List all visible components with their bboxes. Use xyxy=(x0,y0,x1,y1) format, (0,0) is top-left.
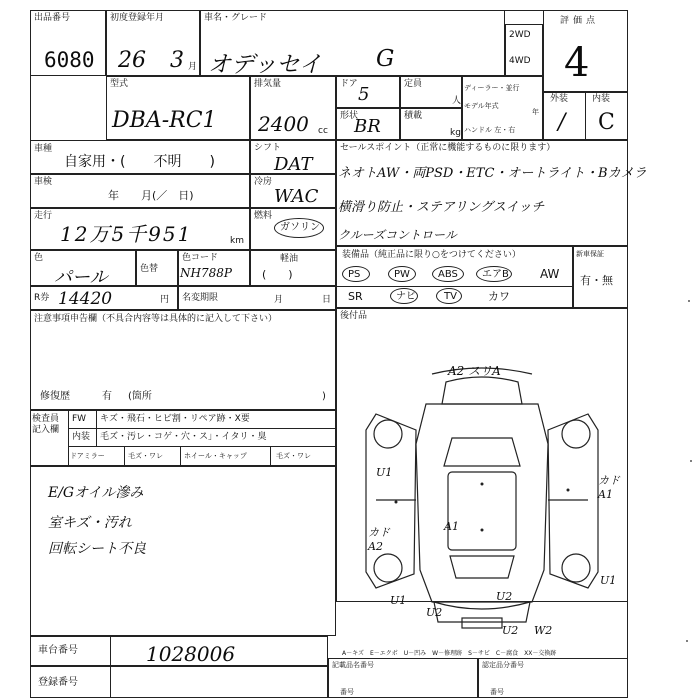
legend-row3b: ホイール・キャップ xyxy=(184,452,247,460)
scan-dot xyxy=(686,640,688,642)
repair-place: (箇所 xyxy=(128,391,152,402)
model-label: 型式 xyxy=(110,79,129,89)
reg-month: 3 xyxy=(170,48,184,73)
lot-label: 出品番号 xyxy=(34,13,71,23)
cc-unit: cc xyxy=(318,126,328,136)
equip-ps: PS xyxy=(348,269,361,280)
warranty-value: 有・無 xyxy=(580,274,613,287)
equip-airbag: エアB xyxy=(482,269,509,280)
note-line2: 室キズ・汚れ xyxy=(48,515,132,531)
km-unit: km xyxy=(230,236,244,246)
load-label: 積載 xyxy=(404,111,423,121)
category-value: 自家用・( 不明 ) xyxy=(64,154,215,170)
diag-center: A1 xyxy=(444,520,459,533)
fuel-gas: ガソリン xyxy=(280,222,320,233)
car-right-side xyxy=(548,414,598,588)
warranty-label: 新車保証 xyxy=(576,250,604,258)
fuel-label: 燃料 xyxy=(254,211,273,221)
wheel-rl xyxy=(374,554,402,582)
after-label: 後付品 xyxy=(340,311,368,321)
legend-fw: FW xyxy=(72,414,87,424)
category-label: 車種 xyxy=(34,144,53,154)
name-change-label: 名変期限 xyxy=(182,293,219,303)
doors-value: 5 xyxy=(358,84,370,105)
legend-row2: 毛ズ・汚レ・コゲ・穴・ス」・イタリ・臭 xyxy=(100,432,267,442)
legend-row3a: 毛ズ・ワレ xyxy=(128,452,163,460)
diag-bot4: W2 xyxy=(534,624,553,637)
diag-bot2: U2 xyxy=(426,606,443,619)
wheel-fr xyxy=(562,420,590,448)
car-rear-bumper xyxy=(434,602,530,622)
fuel-diesel: 軽油 xyxy=(280,254,299,264)
score-label: 評価点 xyxy=(560,16,600,26)
legend-mirror: ドアミラー xyxy=(70,452,105,460)
yen-unit: 円 xyxy=(160,295,170,305)
notes-title: 注意事項申告欄（不具合内容等は具体的に記入して下さい） xyxy=(34,314,278,324)
sales-label: セールスポイント（正常に機能するものに限ります） xyxy=(340,143,556,153)
equip-sr: SR xyxy=(348,290,363,303)
wheel-rr xyxy=(562,554,590,582)
doors-label: ドア xyxy=(340,79,358,89)
diag-lb: U1 xyxy=(390,594,407,607)
handle-label: ハンドル 左・右 xyxy=(464,126,516,134)
diag-bot3: U2 xyxy=(502,624,519,637)
diag-left2: カド A2 xyxy=(368,526,390,553)
equip-navi: ナビ xyxy=(396,291,416,302)
grade: G xyxy=(376,46,395,72)
car-windshield xyxy=(444,438,520,466)
name-change-month: 月 xyxy=(274,295,284,305)
inspection-value: 年 月(／ 日) xyxy=(108,189,194,202)
recycle-label: R券 xyxy=(34,293,50,303)
mileage-value: 12万5千951 xyxy=(60,222,193,246)
displacement-value: 2400 xyxy=(258,112,309,136)
kg-unit: kg xyxy=(450,128,461,138)
car-name: オデッセイ xyxy=(208,52,322,78)
reg-year: 26 xyxy=(118,48,146,73)
sales-line1: ネオトAW・両PSD・ETC・オートライト・Bカメラ xyxy=(338,166,647,181)
equip-aw: AW xyxy=(540,267,560,281)
equipment-title: 装備品（純正品に限り○をつけてください） xyxy=(342,250,521,260)
footer-small1: 番号 xyxy=(340,688,354,696)
exterior-value: / xyxy=(558,110,566,135)
capacity-label: 定員 xyxy=(404,79,423,89)
person-unit: 人 xyxy=(452,96,462,106)
year-unit: 年 xyxy=(532,108,539,116)
diag-bot1: U2 xyxy=(496,590,513,603)
chassis-value: 1028006 xyxy=(146,642,236,666)
wheel-fl xyxy=(374,420,402,448)
model-year-label: モデル年式 xyxy=(464,102,499,110)
interior-label: 内装 xyxy=(592,94,611,104)
legend-row3c: 毛ズ・ワレ xyxy=(276,452,311,460)
dealer-label: ディーラー・並行 xyxy=(464,84,520,92)
diag-right1: カド A1 xyxy=(598,474,620,501)
color-change-label: 色替 xyxy=(140,264,159,274)
shift-label: シフト xyxy=(254,143,282,153)
lot-number: 6080 xyxy=(44,48,95,72)
legend-row1: キズ・飛石・ヒビ割・リペア跡・X要 xyxy=(100,414,250,424)
repair-label: 修復歴 xyxy=(40,391,70,402)
scan-dot xyxy=(688,300,690,302)
reg-label: 初度登録年月 xyxy=(110,13,165,23)
fuel-paren: ( ) xyxy=(262,268,293,281)
diag-rb: U1 xyxy=(600,574,617,587)
shape-value: BR xyxy=(354,116,381,137)
chassis-label: 車台番号 xyxy=(38,645,78,656)
name-change-day: 日 xyxy=(322,295,332,305)
color-label: 色 xyxy=(34,253,44,263)
diag-left1: U1 xyxy=(376,466,393,479)
equip-pw: PW xyxy=(394,269,410,280)
exterior-label: 外装 xyxy=(550,94,569,104)
mileage-label: 走行 xyxy=(34,211,53,221)
car-rear-window xyxy=(450,556,514,578)
damage-legend: A－キズ E－エクボ U－凹み W－修理跡 S－サビ C－腐食 XX－交換跡 xyxy=(342,650,557,657)
equip-abs: ABS xyxy=(438,269,458,280)
note-line1: E/Gオイル滲み xyxy=(48,485,144,501)
check-label: 検査員記入欄 xyxy=(32,414,60,435)
shape-label: 形状 xyxy=(340,111,359,121)
footer-box2-label: 認定品分番号 xyxy=(482,661,524,669)
recycle-value: 14420 xyxy=(58,289,113,309)
shift-value: DAT xyxy=(274,154,313,175)
notes-box xyxy=(30,310,336,410)
ac-value: WAC xyxy=(274,186,319,207)
footer-small2: 番号 xyxy=(490,688,504,696)
score-value: 4 xyxy=(564,40,590,86)
drive-2wd: 2WD xyxy=(509,30,531,40)
sales-line3: クルーズコントロール xyxy=(338,228,457,242)
car-left-side xyxy=(366,414,416,588)
displacement-label: 排気量 xyxy=(254,79,282,89)
car-body-outline xyxy=(416,404,548,602)
legend-interior: 内装 xyxy=(72,432,91,442)
equip-tv: TV xyxy=(444,291,457,302)
car-diagram xyxy=(336,334,628,634)
color-value: パール xyxy=(54,267,108,288)
footer-box1-label: 記載品名番号 xyxy=(332,661,374,669)
inspection-label: 車検 xyxy=(34,177,53,187)
model-value: DBA-RC1 xyxy=(112,108,217,133)
repair-yes: 有 xyxy=(102,391,112,402)
color-code-label: 色コード xyxy=(182,253,219,263)
drive-4wd: 4WD xyxy=(509,56,531,66)
month-unit: 月 xyxy=(188,62,198,72)
rear-plate xyxy=(462,618,502,628)
diag-top: A2 スリA xyxy=(448,364,501,378)
equip-leather: カワ xyxy=(488,290,510,303)
name-label: 車名・グレード xyxy=(204,13,268,23)
color-code-value: NH788P xyxy=(180,266,232,280)
auction-sheet: 出品番号 6080 初度登録年月 26 3 月 車名・グレード オデッセイ G 2WD 4WD 評価点 4 型式 DBA-RC1 排気量 2400 cc ドア 5 定員 人 形状 BR 積載 kg ディーラー・並行 モデル年式 年 ハンドル 左・右 外装 内装 / C 車種 自家用・( 不明 ) シフト DAT セールスポイント（正常に機能するものに限ります） ネオトAW・両PSD・ETC・オートライト・Bカメラ 横滑り防止・ステアリングスイッチ クルーズコントロール 車検 年 月(／ 日) 冷房 WAC 走行 12万5千951 km 燃料 ガソリン 色 パール 色替 色コード NH788P 軽油 ( ) 装備品（純正品に限り○をつけてください） PS PW ABS エアB AW SR ナビ TV カワ 新車保証 有・無 R券 14420 円 名変期限 月 日 後付品 注意事項申告欄（不具合内容等は具体的に記入して下さい） 修復歴 有 (箇所 ) 検査員記入欄 FW キズ・飛石・ヒビ割・リペア跡・X要 内装 毛ズ・汚レ・コゲ・穴・ス」・イタリ・臭 ドアミラー 毛ズ・ワレ ホイール・キャップ 毛ズ・ワレ E/Gオイル滲み 室キズ・汚れ 回転シート不良 A2 スリA カド A1 U1 A1 カド A2 U1 U1 U2 U2 U2 W2 車台番号 1028006 登録番号 A－キズ E－エクボ U－凹み W－修理跡 S－サビ C－腐食 XX－交換跡 記載品名番号 番号 認定品分番号 番号 xyxy=(30,4,630,700)
car-front-bumper xyxy=(442,377,522,404)
scan-dot xyxy=(690,460,692,462)
ac-label: 冷房 xyxy=(254,177,273,187)
sales-line2: 横滑り防止・ステアリングスイッチ xyxy=(338,200,545,215)
note-line3: 回転シート不良 xyxy=(48,541,146,557)
interior-value: C xyxy=(598,110,615,135)
regno-label: 登録番号 xyxy=(38,677,78,688)
